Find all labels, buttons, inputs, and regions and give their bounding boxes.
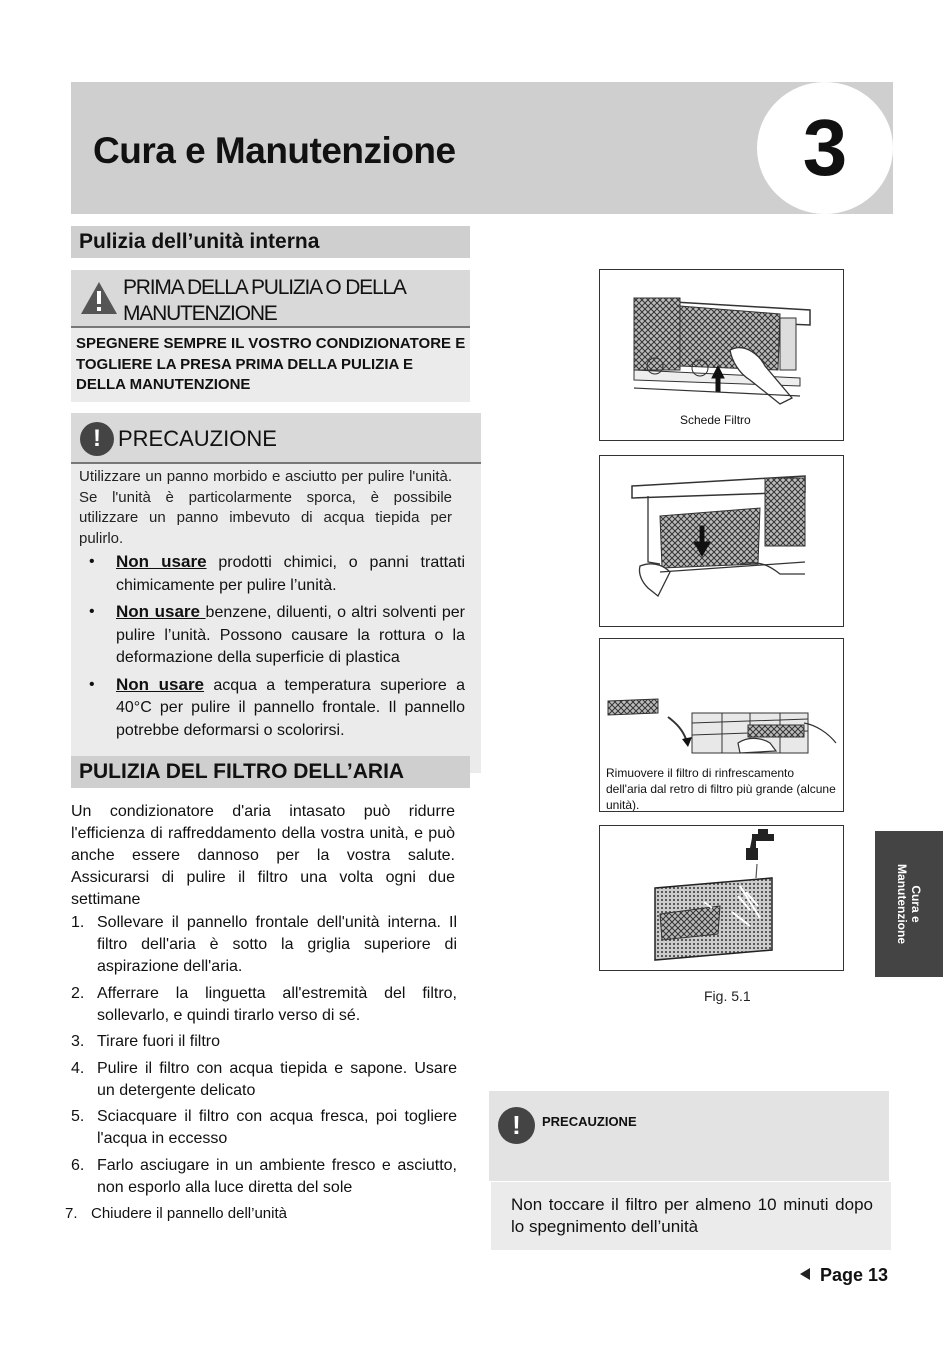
precaution-box — [71, 413, 481, 773]
figure-caption-refresh-filter: Rimuovere il filtro di rinfrescamento dell'aria dal retro di filtro più grande (alcune unità). — [606, 766, 836, 812]
precaution-header — [71, 413, 481, 464]
page-arrow-icon — [800, 1268, 810, 1280]
figure-filter-pull — [599, 455, 844, 627]
figure-filter-wash — [599, 825, 844, 971]
step-number: 4. — [71, 1059, 85, 1077]
step-item — [71, 1058, 457, 1102]
bullet-lead: Non usare — [116, 674, 205, 694]
warning-title: PRIMA DELLA PULIZIA O DELLA MANUTENZIONE — [123, 276, 405, 325]
exclamation-icon: ! — [498, 1107, 535, 1144]
step-item — [71, 1106, 457, 1150]
filter-intro: Un condizionatore d'aria intasato può ridurre l'efficienza di raffreddamento della vostra unità, e può anche essere dannoso per la vostra salute. Assicurarsi di pulire il filtro una volta ogni due settimane — [71, 803, 455, 908]
step-item — [65, 1203, 457, 1225]
warning-body: SPEGNERE SEMPRE IL VOSTRO CONDIZIONATORE E TOGLIERE LA PRESA PRIMA DELLA PULIZIA E DELLA MANUTENZIONE — [76, 335, 466, 393]
step-item — [71, 983, 457, 1027]
warning-header — [71, 270, 470, 328]
side-chapter-tab — [875, 831, 943, 977]
precaution-intro: Utilizzare un panno morbido e asciutto per pulire l'unità. Se l'unità è particolarmente sporca, è possibile utilizzare un panno imbevuto di acqua tiepida per pulirlo. — [79, 468, 452, 547]
chapter-title: Cura e Manutenzione — [93, 130, 456, 171]
step-number: 5. — [71, 1108, 85, 1125]
step-number: 2. — [71, 984, 85, 1002]
step-number: 7. — [65, 1205, 78, 1222]
section-title-indoor-cleaning: Pulizia dell’unità interna — [71, 226, 470, 258]
caution-body: Non toccare il filtro per almeno 10 minuti dopo lo spegnimento dell’unità — [491, 1182, 891, 1250]
step-number: 3. — [71, 1033, 85, 1050]
page-number — [800, 1265, 888, 1286]
step-item — [71, 1155, 457, 1199]
bullet-text: acqua a temperatura superiore a 40°C per pulire il pannello frontale. Il pannello potrebbe deformarsi o scolorirsi. — [116, 676, 465, 739]
side-tab-label — [895, 864, 923, 944]
warning-triangle-icon — [79, 280, 119, 316]
bullet-text: benzene, diluenti, o altri solventi per pulire l’unità. Possono causare la rottura o la deformazione della superficie di plastica — [116, 604, 466, 666]
filter-pull-illustration — [600, 456, 844, 627]
list-item — [89, 601, 465, 670]
step-text: Sciacquare il filtro con acqua fresca, poi togliere l'acqua in eccesso — [97, 1108, 457, 1147]
page-number-label: Page 13 — [820, 1265, 889, 1285]
figure-refresh-filter — [599, 638, 844, 812]
step-text: Tirare fuori il filtro — [97, 1033, 220, 1050]
step-item — [71, 1031, 457, 1053]
refresh-filter-illustration — [600, 639, 844, 763]
bullet-lead: Non usare — [116, 602, 206, 621]
figure-label: Fig. 5.1 — [704, 988, 751, 1004]
exclamation-icon: ! — [80, 422, 114, 456]
bullet-lead: Non usare — [116, 552, 207, 571]
bullet-text: prodotti chimici, o panni trattati chimicamente per pulire l’unità. — [116, 554, 466, 594]
section-title-air-filter: PULIZIA DEL FILTRO DELL’ARIA — [71, 756, 470, 788]
list-item — [89, 674, 465, 743]
precaution-list — [89, 551, 465, 746]
cleaning-steps — [65, 912, 457, 1230]
step-text: Chiudere il pannello dell’unità — [91, 1205, 287, 1222]
side-tab-line: Manutenzione — [895, 864, 909, 944]
faucet-icon — [600, 826, 844, 971]
step-number: 1. — [71, 914, 85, 931]
side-tab-line: Cura e — [909, 885, 923, 923]
step-text: Sollevare il pannello frontale dell'unità interna. Il filtro dell'aria è sotto la griglia superiore di aspirazione dell'aria. — [97, 914, 457, 975]
caution-box — [489, 1091, 889, 1181]
step-item — [71, 912, 457, 978]
list-item — [89, 551, 465, 597]
caution-title: PRECAUZIONE — [542, 1114, 637, 1129]
precaution-title: PRECAUZIONE — [118, 426, 277, 451]
step-text: Pulire il filtro con acqua tiepida e sapone. Usare un detergente delicato — [97, 1059, 457, 1099]
step-text: Farlo asciugare in un ambiente fresco e asciutto, non esporlo alla luce diretta del sole — [97, 1156, 457, 1196]
chapter-number: 3 — [757, 82, 893, 214]
step-text: Afferrare la linguetta all'estremità del filtro, sollevarlo, e quindi tirarlo verso di sé. — [97, 984, 457, 1024]
figure-filter-tabs — [599, 269, 844, 441]
figure-caption-filter-tabs: Schede Filtro — [680, 413, 751, 427]
warning-box — [71, 270, 470, 402]
step-number: 6. — [71, 1156, 85, 1174]
